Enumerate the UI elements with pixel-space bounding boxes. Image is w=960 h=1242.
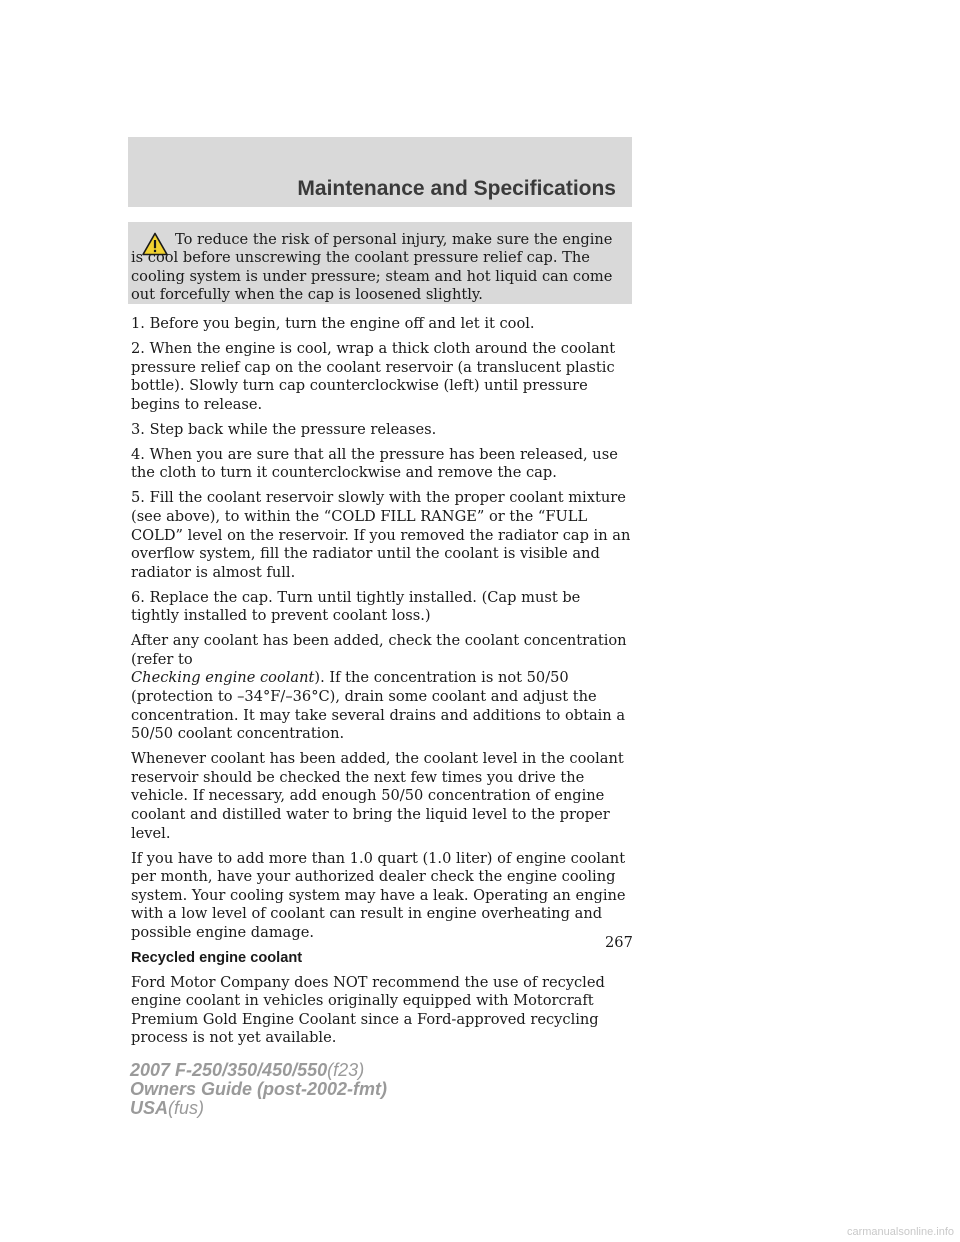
warning-paragraph [131, 231, 627, 305]
footer-market-code: (fus) [168, 1098, 205, 1118]
section-header-band [128, 137, 632, 207]
concentration-text-after: ). If the concentration is not 50/50 (protection to –34°F/–36°C), drain some coolant and adjust the concentration. It may take several drains and additions to obtain a 50/50 coolant concentration. [131, 669, 626, 743]
recycled-coolant-heading: Recycled engine coolant [131, 949, 303, 966]
footer-line-2 [130, 1080, 387, 1099]
step-6: 6. Replace the cap. Turn until tightly installed. (Cap must be tightly installed to prevent coolant loss.) [131, 588, 581, 625]
concentration-paragraph [131, 632, 631, 744]
recycled-coolant-paragraph: Ford Motor Company does NOT recommend the use of recycled engine coolant in vehicles originally equipped with Motorcraft Premium Gold Engine Coolant since a Ford-approved recycling process is not yet available. [131, 973, 605, 1047]
body-content [131, 315, 631, 1054]
warning-box [128, 222, 632, 304]
footer-model-code: (f23) [327, 1060, 365, 1080]
step-5: 5. Fill the coolant reservoir slowly with the proper coolant mixture (see above), to within the “COLD FILL RANGE” or the “FULL COLD” level on the reservoir. If you removed the radiator cap in an overflow system, fill the radiator until the coolant is visible and radiator is almost full. [131, 489, 631, 581]
concentration-text-before: After any coolant has been added, check the coolant concentration (refer to [131, 632, 627, 668]
footer-market: USA [130, 1098, 169, 1118]
footer-guide-name: Owners Guide (post-2002-fmt) [130, 1079, 388, 1099]
step-4: 4. When you are sure that all the pressure has been released, use the cloth to turn it counterclockwise and remove the cap. [131, 445, 618, 482]
step-3: 3. Step back while the pressure releases. [131, 420, 437, 438]
footer-line-1 [130, 1061, 387, 1080]
document-footer [130, 1061, 387, 1118]
section-title: Maintenance and Specifications [297, 177, 616, 200]
watermark: carmanualsonline.info [846, 1226, 954, 1238]
step-2: 2. When the engine is cool, wrap a thick cloth around the coolant pressure relief cap on the coolant reservoir (a translucent plastic bottle). Slowly turn cap counterclockwise (left) until pressure begins to release. [131, 339, 616, 413]
footer-model: 2007 F-250/350/450/550 [130, 1060, 328, 1080]
page-number: 267 [605, 934, 633, 951]
coolant-check-paragraph: Whenever coolant has been added, the coolant level in the coolant reservoir should be checked the next few times you drive the vehicle. If necessary, add enough 50/50 concentration of engine coolant and distilled water to bring the liquid level to the proper level. [131, 750, 624, 842]
checking-engine-coolant-reference: Checking engine coolant [131, 669, 315, 687]
coolant-leak-paragraph: If you have to add more than 1.0 quart (1.0 liter) of engine coolant per month, have your authorized dealer check the engine cooling system. Your cooling system may have a leak. Operating an engine with a low level of coolant can result in engine overheating and possible engine damage. [131, 849, 626, 941]
footer-line-3 [130, 1099, 387, 1118]
step-1: 1. Before you begin, turn the engine off and let it cool. [131, 315, 535, 332]
warning-text: To reduce the risk of personal injury, make sure the engine is cool before unscrewing the coolant pressure relief cap. The cooling system is under pressure; steam and hot liquid can come out forcefully when the cap is loosened slightly. [131, 231, 613, 304]
